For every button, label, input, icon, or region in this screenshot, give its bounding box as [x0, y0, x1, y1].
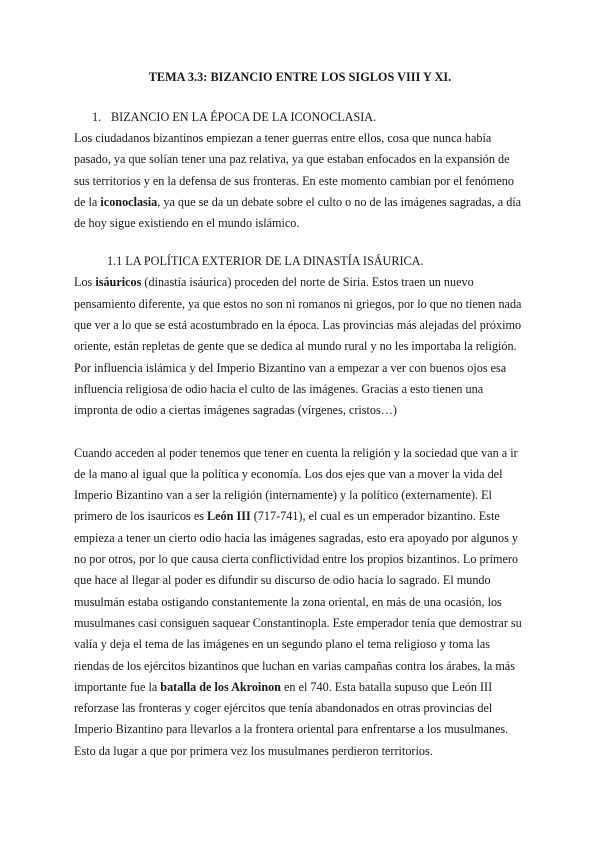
bold-term: batalla de los Akroinon [160, 679, 281, 694]
paragraph-text: (717-741), el cual es un emperador bizantino. Este empieza a tener un cierto odio hacia las imágenes sagradas, esto era apoyado por algunos y no por otros, por lo que causa cierta conflictividad entre los propios bizantinos. Lo primero que hace al llegar al poder es difundir su discurso de odio hacia lo sagrado. El mundo musulmán estaba ostigando constantemente la zona oriental, en más de una ocasión, los musulmanes casi consiguen saquear Constantinopla. Este emperador tenía que demostrar su valía y deja el tema de las imágenes en un segundo plano el tema religioso y toma las riendas de los ejércitos bizantinos que luchan en varias campañas contra los árabes, la más importante fue la [74, 509, 522, 694]
bold-term: iconoclasia [100, 194, 158, 209]
paragraph-text: Los [74, 275, 96, 290]
bold-term: León III [207, 509, 251, 524]
paragraph-text: Cuando acceden al poder tenemos que tener en cuenta la religión y la sociedad que van a ir de la mano al igual que la política y economía. Los dos ejes que van a mover la vida del Imperio Bizantino van a ser la religión (internamente) y la político (externamente). El primero de los isauricos es [74, 445, 518, 524]
paragraph-text: en el 740. Esta batalla supuso que León III reforzase las fronteras y coger ejércitos que tenía abandonados en otras provincias del Imperio Bizantino para llevarlos a la frontera oriental para enfrentarse a los musulmanes. Esto da lugar a que por primera vez los musulmanes perdieron territorios. [74, 679, 509, 758]
bold-term: isáuricos [95, 275, 142, 290]
document-page [74, 70, 526, 762]
section-heading [92, 107, 526, 128]
document-title: TEMA 3.3: BIZANCIO ENTRE LOS SIGLOS VIII Y XI. [148, 70, 452, 84]
section-heading-text: BIZANCIO EN LA ÉPOCA DE LA ICONOCLASIA. [111, 110, 377, 124]
paragraph-text: , ya que se da un debate sobre el culto o no de las imágenes sagradas, a día de hoy sigue existiendo en el mundo islámico. [74, 194, 522, 231]
paragraph-text: (dinastía isáurica) proceden del norte de Siria. Estos traen un nuevo pensamiento diferente, ya que estos no son ni romanos ni griegos, por lo que no tienen nada que ver a lo que se está acostumbrado en la época. Las provincias más alejadas del próximo oriente, están repletas de gente que se dedica al mundo rural y no les importaba la religión. Por influencia islámica y del Imperio Bizantino van a empezar a ver con buenos ojos esa influencia religiosa de odio hacia el culto de las imágenes. Gracias a esto tienen una impronta de odio a ciertas imágenes sagradas (vírgenes, cristos…) [74, 275, 522, 418]
section-paragraph [74, 128, 526, 234]
section-number: 1. [92, 110, 102, 124]
subsection-paragraph-1 [74, 272, 526, 421]
paragraph-text: Los ciudadanos bizantinos empiezan a tener guerras entre ellos, cosa que nunca había pasado, ya que solían tener una paz relativa, ya que estaban enfocados en la expansión de sus territorios y en la defensa de sus fronteras. En este momento cambian por el fenómeno de la [74, 131, 514, 209]
subsection-paragraph-2 [74, 443, 526, 762]
subsection-heading: 1.1 LA POLÍTICA EXTERIOR DE LA DINASTÍA ISÁURICA. [107, 254, 424, 269]
